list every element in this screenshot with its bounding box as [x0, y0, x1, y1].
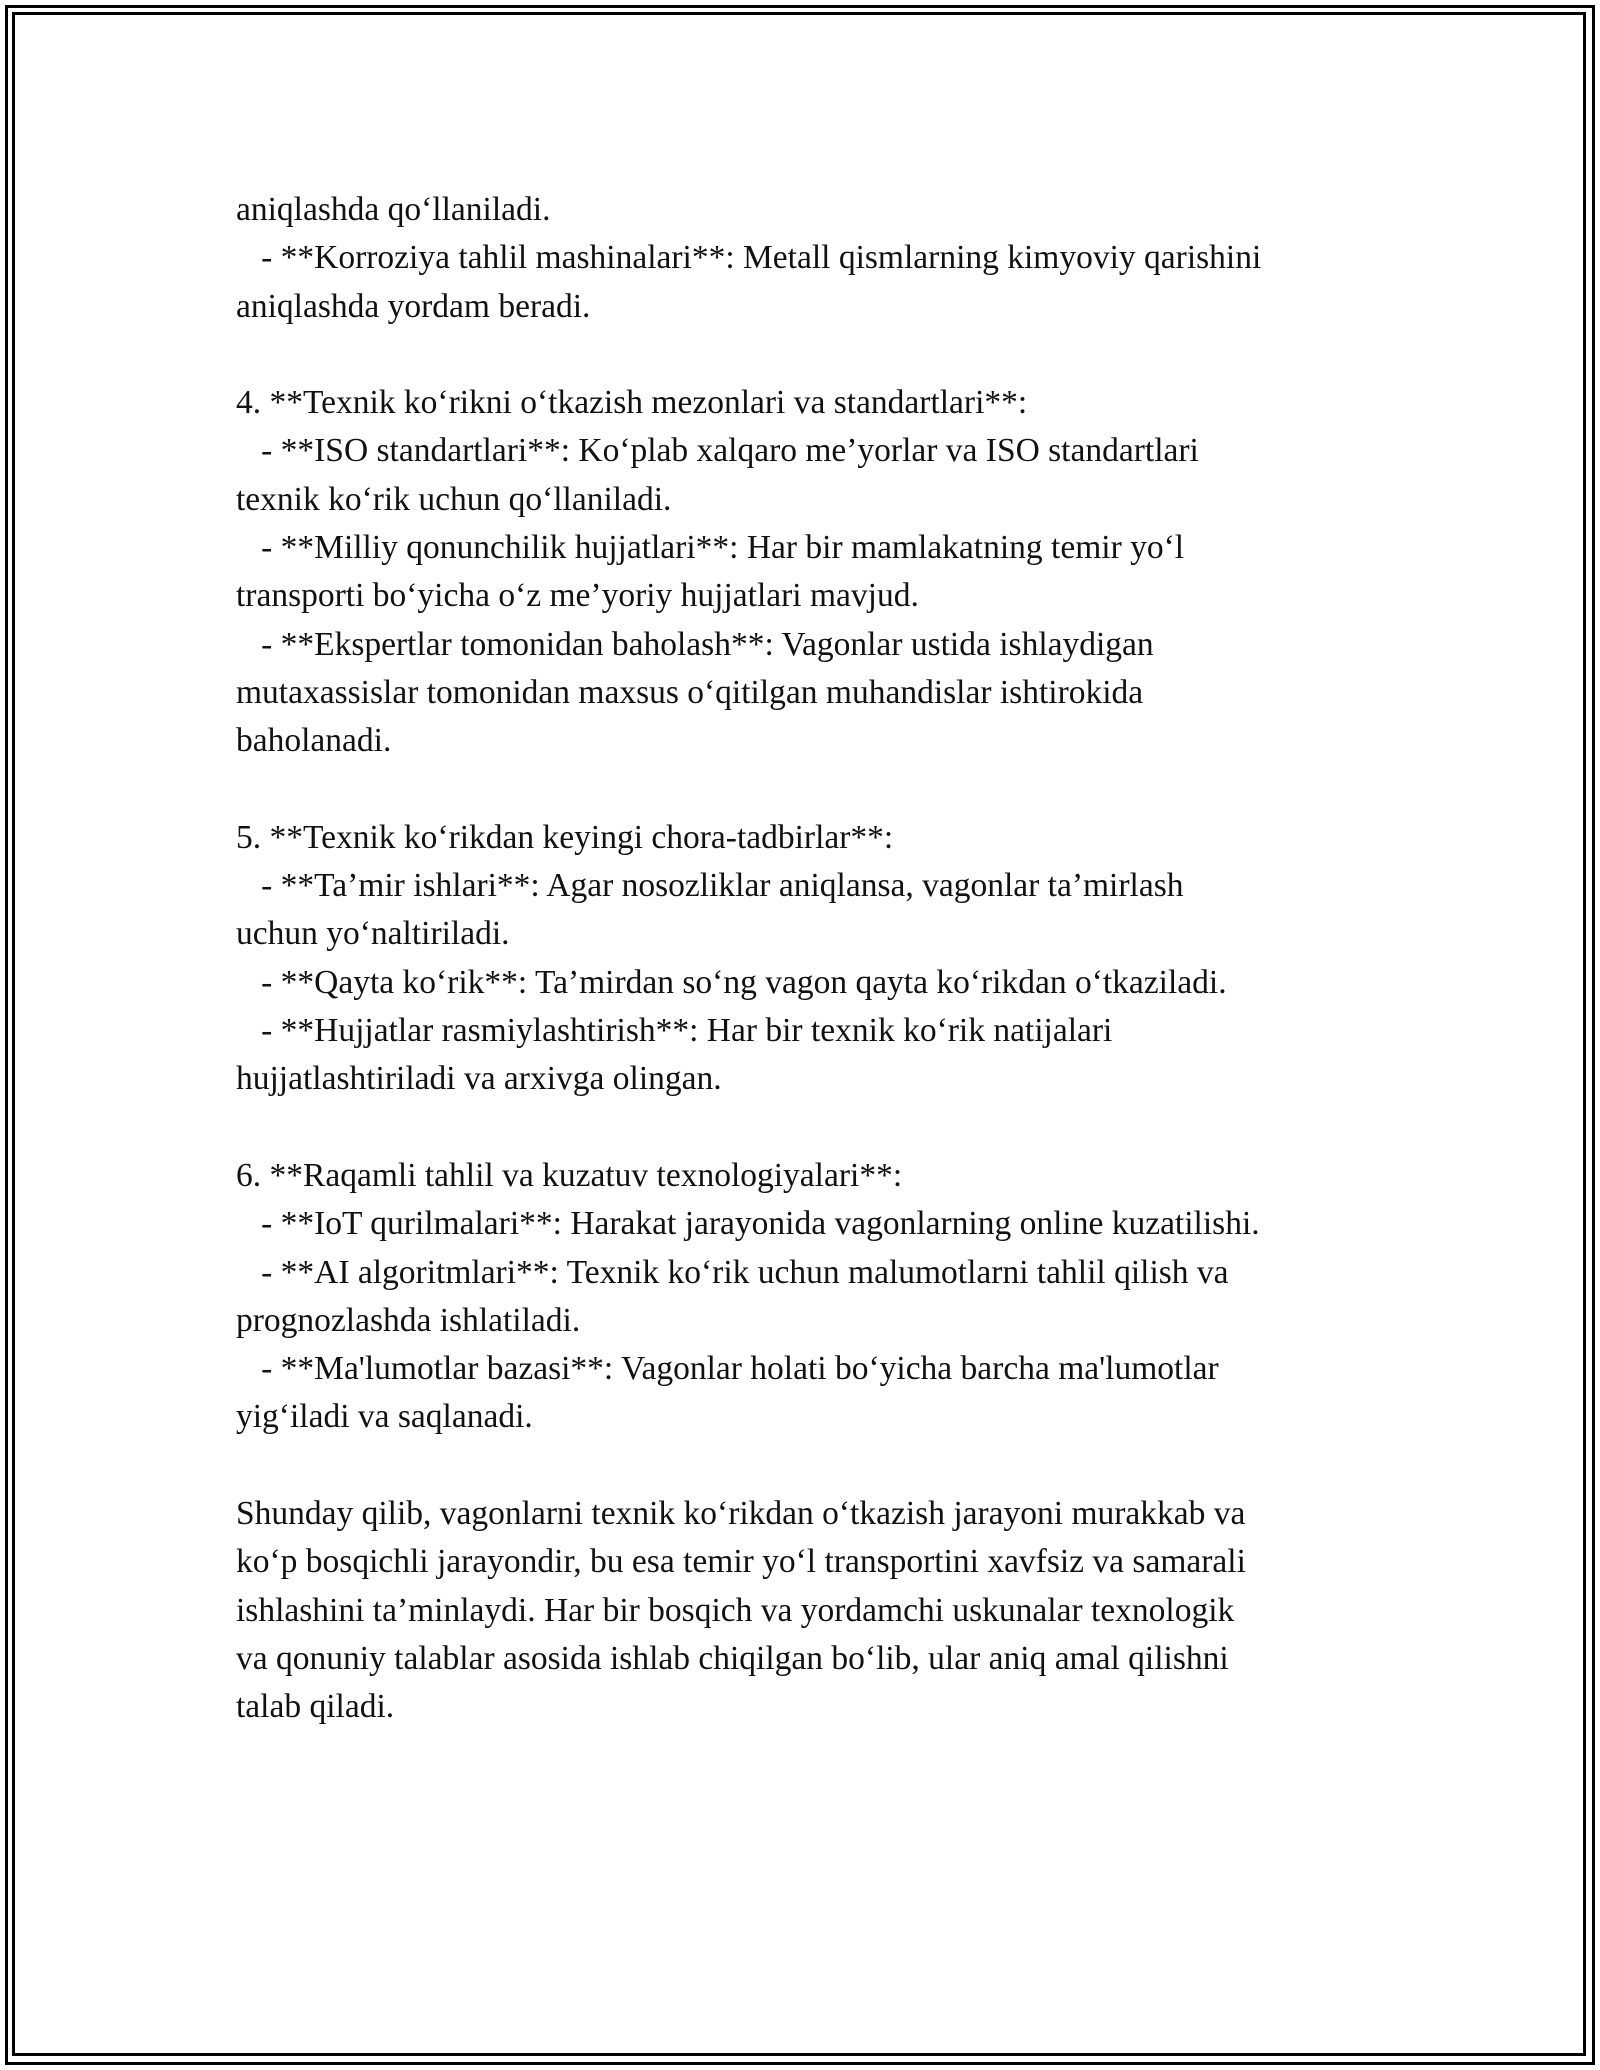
text-line: mutaxassislar tomonidan maxsus o‘qitilgan muhandislar ishtirokida	[236, 673, 1144, 711]
text-line: - **Korroziya tahlil mashinalari**: Metall qismlarning kimyoviy qarishini	[236, 239, 1262, 277]
section-heading: 4. **Texnik ko‘rikni o‘tkazish mezonlari va standartlari**:	[236, 384, 1028, 422]
text-line: - **Ta’mir ishlari**: Agar nosozliklar aniqlansa, vagonlar ta’mirlash	[236, 867, 1184, 905]
conclusion-line: ko‘p bosqichli jarayondir, bu esa temir yo‘l transportini xavfsiz va samarali	[236, 1543, 1246, 1581]
conclusion-line: Shunday qilib, vagonlarni texnik ko‘rikdan o‘tkazish jarayoni murakkab va	[236, 1495, 1246, 1533]
section-heading: 6. **Raqamli tahlil va kuzatuv texnologiyalari**:	[236, 1156, 903, 1194]
section-heading: 5. **Texnik ko‘rikdan keyingi chora-tadbirlar**:	[236, 818, 894, 856]
text-line: aniqlashda qo‘llaniladi.	[236, 191, 551, 228]
blank-line	[236, 1104, 1416, 1152]
document-body	[236, 186, 1416, 1732]
text-line: transporti bo‘yicha o‘z me’yoriy hujjatlari mavjud.	[236, 577, 919, 615]
conclusion-line: va qonuniy talablar asosida ishlab chiqilgan bo‘lib, ular aniq amal qilishni	[236, 1639, 1229, 1677]
text-line: - **AI algoritmlari**: Texnik ko‘rik uchun malumotlarni tahlil qilish va	[236, 1253, 1229, 1291]
conclusion-line: ishlashini ta’minlaydi. Har bir bosqich va yordamchi uskunalar texnologik	[236, 1591, 1235, 1629]
text-line: baholanadi.	[236, 722, 392, 760]
text-line: - **ISO standartlari**: Ko‘plab xalqaro me’yorlar va ISO standartlari	[236, 432, 1199, 470]
text-line: texnik ko‘rik uchun qo‘llaniladi.	[236, 480, 672, 518]
text-line: - **Hujjatlar rasmiylashtirish**: Har bir texnik ko‘rik natijalari	[236, 1012, 1113, 1050]
text-line: prognozlashda ishlatiladi.	[236, 1301, 581, 1339]
blank-line	[236, 1442, 1416, 1490]
text-line: - **Qayta ko‘rik**: Ta’mirdan so‘ng vagon qayta ko‘rikdan o‘tkaziladi.	[236, 963, 1227, 1001]
conclusion-line: talab qiladi.	[236, 1688, 395, 1726]
text-line: - **Ma'lumotlar bazasi**: Vagonlar holati bo‘yicha barcha ma'lumotlar	[236, 1350, 1219, 1388]
text-line: - **Ekspertlar tomonidan baholash**: Vagonlar ustida ishlaydigan	[236, 625, 1154, 663]
blank-line	[236, 331, 1416, 379]
text-line: yig‘iladi va saqlanadi.	[236, 1398, 533, 1436]
text-line: uchun yo‘naltiriladi.	[236, 915, 510, 953]
text-line: - **Milliy qonunchilik hujjatlari**: Har bir mamlakatning temir yo‘l	[236, 529, 1185, 567]
blank-line	[236, 766, 1416, 814]
text-line: - **IoT qurilmalari**: Harakat jarayonida vagonlarning online kuzatilishi.	[236, 1205, 1260, 1243]
text-line: hujjatlashtiriladi va arxivga olingan.	[236, 1060, 722, 1098]
text-line: aniqlashda yordam beradi.	[236, 287, 591, 325]
